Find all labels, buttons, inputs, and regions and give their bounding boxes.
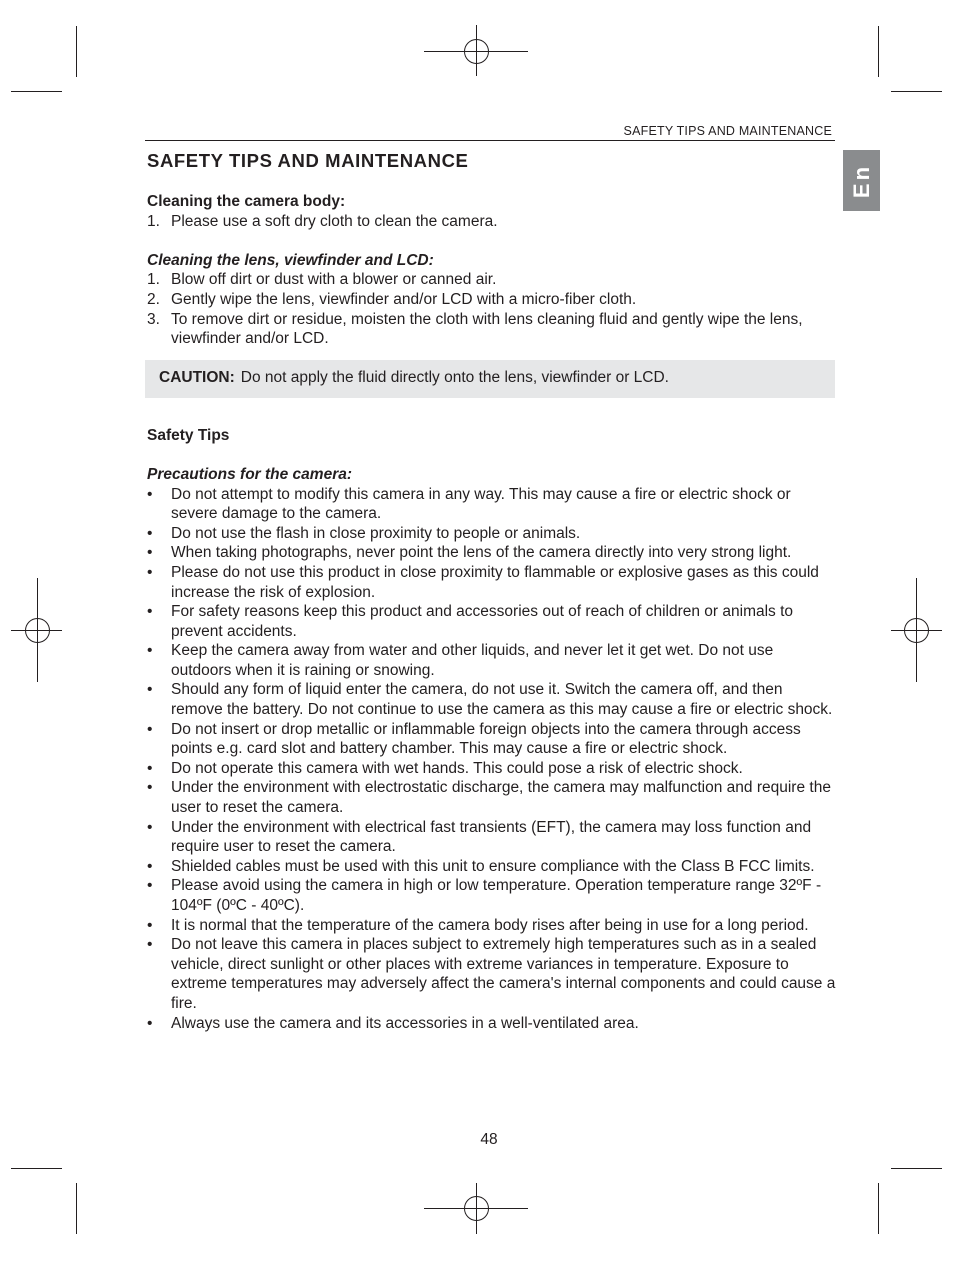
list-item-text: Do not use the flash in close proximity to people or animals. [171, 524, 581, 542]
bullet-marker: • [147, 779, 153, 797]
bullet-marker: • [147, 485, 153, 503]
list-item [147, 1014, 837, 1034]
list-item: 1. Blow off dirt or dust with a blower or canned air. [147, 271, 497, 289]
list-item [147, 916, 837, 936]
caution-box [145, 360, 835, 398]
bullet-marker: • [147, 877, 153, 895]
bullet-marker: • [147, 524, 153, 542]
bullet-marker: • [147, 544, 153, 562]
list-item-text: Shielded cables must be used with this unit to ensure compliance with the Class B FCC limits. [171, 857, 815, 875]
list-item [147, 543, 837, 563]
list-item-text: Should any form of liquid enter the camera, do not use it. Switch the camera off, and then remove the battery. Do not continue to use the camera as this may cause a fire or electric shock. [171, 681, 833, 719]
list-item-text: Under the environment with electrical fast transients (EFT), the camera may loss function and require user to reset the camera. [171, 818, 812, 856]
list-item-text: For safety reasons keep this product and accessories out of reach of children or animals to prevent accidents. [171, 603, 794, 640]
list-item: 3. To remove dirt or residue, moisten the cloth with lens cleaning fluid and gently wipe the lens, viewfinder and/or LCD. [147, 310, 803, 348]
list-item [147, 759, 837, 779]
list-item-text: It is normal that the temperature of the camera body rises after being in use for a long period. [171, 916, 809, 934]
list-item [147, 720, 837, 759]
list-item [147, 818, 837, 857]
bullet-marker: • [147, 642, 153, 660]
list-item [147, 935, 837, 1013]
list-item-text: Do not insert or drop metallic or inflammable foreign objects into the camera through access points e.g. card slot and battery chamber. This may cause a fire or electric shock. [171, 720, 801, 758]
page-number: 48 [480, 1131, 498, 1148]
list-item [147, 563, 837, 602]
caution-label: CAUTION: [159, 368, 235, 386]
list-item-text: Please do not use this product in close proximity to flammable or explosive gases as this could increase the risk of explosion. [171, 563, 819, 601]
running-header: SAFETY TIPS AND MAINTENANCE [623, 124, 832, 138]
bullet-marker: • [147, 936, 153, 954]
language-tab-label: En [848, 163, 874, 198]
bullet-marker: • [147, 681, 153, 699]
list-item [147, 602, 837, 641]
list-item [147, 641, 837, 680]
list-item-text: Under the environment with electrostatic discharge, the camera may malfunction and require the user to reset the camera. [171, 779, 831, 817]
list-item-text: Do not attempt to modify this camera in any way. This may cause a fire or electric shock or severe damage to the camera. [171, 485, 791, 523]
bullet-marker: • [147, 916, 153, 934]
list-item-text: Please avoid using the camera in high or low temperature. Operation temperature range 32ºF - 104ºF (0ºC - 40ºC). [171, 877, 822, 914]
list-item [147, 680, 837, 719]
list-item [147, 778, 837, 817]
page-title: SAFETY TIPS AND MAINTENANCE [147, 150, 469, 171]
cleaning-lens-list [147, 270, 837, 348]
list-item-text: Always use the camera and its accessories in a well-ventilated area. [171, 1014, 639, 1032]
bullet-marker: • [147, 1014, 153, 1032]
bullet-marker: • [147, 857, 153, 875]
header-rule [145, 140, 835, 141]
bullet-marker: • [147, 563, 153, 581]
bullet-marker: • [147, 759, 153, 777]
cleaning-body-heading: Cleaning the camera body: [147, 193, 346, 210]
language-tab [843, 150, 880, 211]
list-item-text: When taking photographs, never point the lens of the camera directly into very strong light. [171, 544, 792, 562]
precautions-heading: Precautions for the camera: [147, 465, 353, 483]
bullet-marker: • [147, 818, 153, 836]
list-item-text: Do not leave this camera in places subject to extremely high temperatures such as in a sealed vehicle, direct sunlight or other places with extreme variances in temperature. Exposure to extreme temperatures may adversely affect the camera's internal components and could cause a fire. [171, 936, 836, 1012]
cleaning-body-list [147, 212, 837, 232]
list-item: 2. Gently wipe the lens, viewfinder and/or LCD with a micro-fiber cloth. [147, 290, 637, 308]
caution-text: Do not apply the fluid directly onto the lens, viewfinder or LCD. [240, 368, 669, 386]
list-item [147, 876, 837, 915]
cleaning-lens-heading: Cleaning the lens, viewfinder and LCD: [147, 251, 434, 269]
list-item-text: Keep the camera away from water and other liquids, and never let it get wet. Do not use outdoors when it is raining or snowing. [171, 642, 774, 679]
page-content [147, 146, 837, 1033]
list-item [147, 524, 837, 544]
safety-tips-heading: Safety Tips [147, 426, 230, 444]
list-item [147, 485, 837, 524]
bullet-marker: • [147, 720, 153, 738]
list-item [147, 857, 837, 877]
safety-tips-list [147, 485, 837, 1034]
bullet-marker: • [147, 603, 153, 621]
list-item-text: Do not operate this camera with wet hands. This could pose a risk of electric shock. [171, 759, 743, 777]
list-item: 1. Please use a soft dry cloth to clean the camera. [147, 212, 498, 230]
